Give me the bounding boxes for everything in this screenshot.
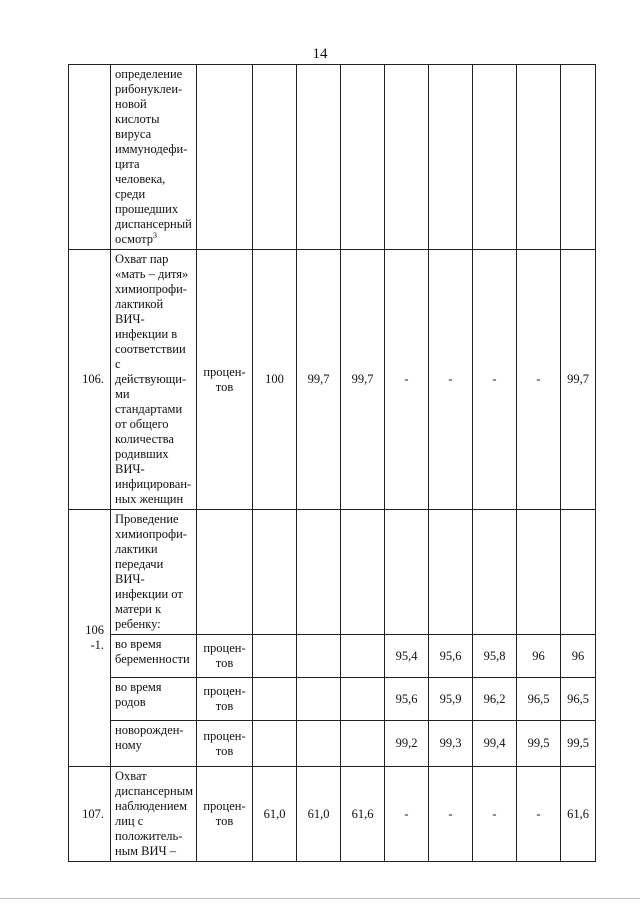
value-cell: 99,7 [341, 250, 385, 510]
value-cell: 96 [561, 635, 596, 678]
value-cell: - [517, 767, 561, 862]
value-cell [253, 65, 297, 250]
unit-cell [197, 250, 253, 510]
value-cell: 99,7 [297, 250, 341, 510]
value-cell [473, 510, 517, 635]
value-cell: 61,6 [561, 767, 596, 862]
value-cell: 99,3 [429, 721, 473, 767]
value-cell: 95,4 [385, 635, 429, 678]
row-number-cell [69, 65, 111, 250]
indicator-name: во время родов [115, 680, 162, 709]
indicator-name-cell [111, 510, 197, 635]
table-row [69, 678, 596, 721]
value-cell: 99,7 [561, 250, 596, 510]
value-cell: - [473, 767, 517, 862]
value-cell [253, 721, 297, 767]
unit-cell [197, 678, 253, 721]
value-cell: 99,5 [517, 721, 561, 767]
unit-cell [197, 635, 253, 678]
value-cell [473, 65, 517, 250]
value-cell [517, 65, 561, 250]
indicator-name: во время беременности [115, 637, 190, 666]
value-cell: 95,6 [429, 635, 473, 678]
unit-cell [197, 65, 253, 250]
table-row [69, 721, 596, 767]
value-cell [297, 678, 341, 721]
value-cell: - [385, 250, 429, 510]
value-cell [341, 635, 385, 678]
value-cell: - [385, 767, 429, 862]
table-row [69, 767, 596, 862]
indicator-name: Проведение химиопрофи- лактики передачи ВИЧ- инфекции от матери к ребенку: [115, 512, 187, 631]
unit: процен- тов [203, 684, 246, 713]
value-cell: - [429, 250, 473, 510]
value-cell: - [517, 250, 561, 510]
indicator-name-cell [111, 721, 197, 767]
value-cell: 95,6 [385, 678, 429, 721]
value-cell [253, 510, 297, 635]
value-cell: 96,5 [561, 678, 596, 721]
indicator-name-cell [111, 767, 197, 862]
indicators-table [68, 64, 596, 862]
value-cell [429, 510, 473, 635]
value-cell [561, 65, 596, 250]
indicator-name: Охват диспансерным наблюдением лиц с положитель- ным ВИЧ – [115, 769, 194, 858]
value-cell [297, 635, 341, 678]
value-cell [341, 678, 385, 721]
indicator-name-cell [111, 635, 197, 678]
value-cell: 61,6 [341, 767, 385, 862]
indicator-name-cell [111, 678, 197, 721]
value-cell: 100 [253, 250, 297, 510]
page-number: 14 [312, 46, 328, 62]
value-cell: 99,2 [385, 721, 429, 767]
value-cell: 61,0 [253, 767, 297, 862]
value-cell [297, 510, 341, 635]
value-cell: 95,8 [473, 635, 517, 678]
table-row [69, 510, 596, 635]
value-cell [341, 721, 385, 767]
row-number: 107. [69, 767, 111, 862]
unit-cell [197, 510, 253, 635]
value-cell: 95,9 [429, 678, 473, 721]
value-cell [385, 510, 429, 635]
value-cell [297, 65, 341, 250]
unit-cell [197, 721, 253, 767]
row-number: 106. [69, 250, 111, 510]
indicator-name: определение рибонуклеи- новой кислоты вируса иммунодефи- цита человека, среди прошедших диспансерный осмотр [115, 67, 192, 246]
indicator-name-cell [111, 65, 197, 250]
value-cell [253, 678, 297, 721]
page-bottom-edge [0, 898, 640, 899]
value-cell: 96,2 [473, 678, 517, 721]
unit: процен- тов [203, 728, 246, 758]
value-cell [253, 635, 297, 678]
value-cell: 99,5 [561, 721, 596, 767]
table-row [69, 250, 596, 510]
value-cell: 96,5 [517, 678, 561, 721]
row-number: 106 -1. [69, 510, 111, 767]
unit: процен- тов [203, 364, 246, 394]
value-cell [341, 510, 385, 635]
unit: процен- тов [203, 799, 246, 828]
value-cell [561, 510, 596, 635]
value-cell: 99,4 [473, 721, 517, 767]
value-cell: - [473, 250, 517, 510]
table-row [69, 635, 596, 678]
value-cell: 61,0 [297, 767, 341, 862]
footnote-mark: 3 [152, 230, 157, 240]
unit-cell [197, 767, 253, 862]
value-cell: - [429, 767, 473, 862]
indicator-name-cell [111, 250, 197, 510]
indicator-name: Охват пар «мать – дитя» химиопрофи- лактикой ВИЧ- инфекции в соответствии с действующи- ми стандартами от общего количества родивших ВИЧ- инфицирован- ных женщин [115, 252, 192, 506]
value-cell [429, 65, 473, 250]
value-cell [385, 65, 429, 250]
table-row [69, 65, 596, 250]
unit: процен- тов [203, 641, 246, 670]
value-cell [517, 510, 561, 635]
indicator-name: новорожден- ному [115, 723, 184, 752]
value-cell [297, 721, 341, 767]
value-cell: 96 [517, 635, 561, 678]
value-cell [341, 65, 385, 250]
